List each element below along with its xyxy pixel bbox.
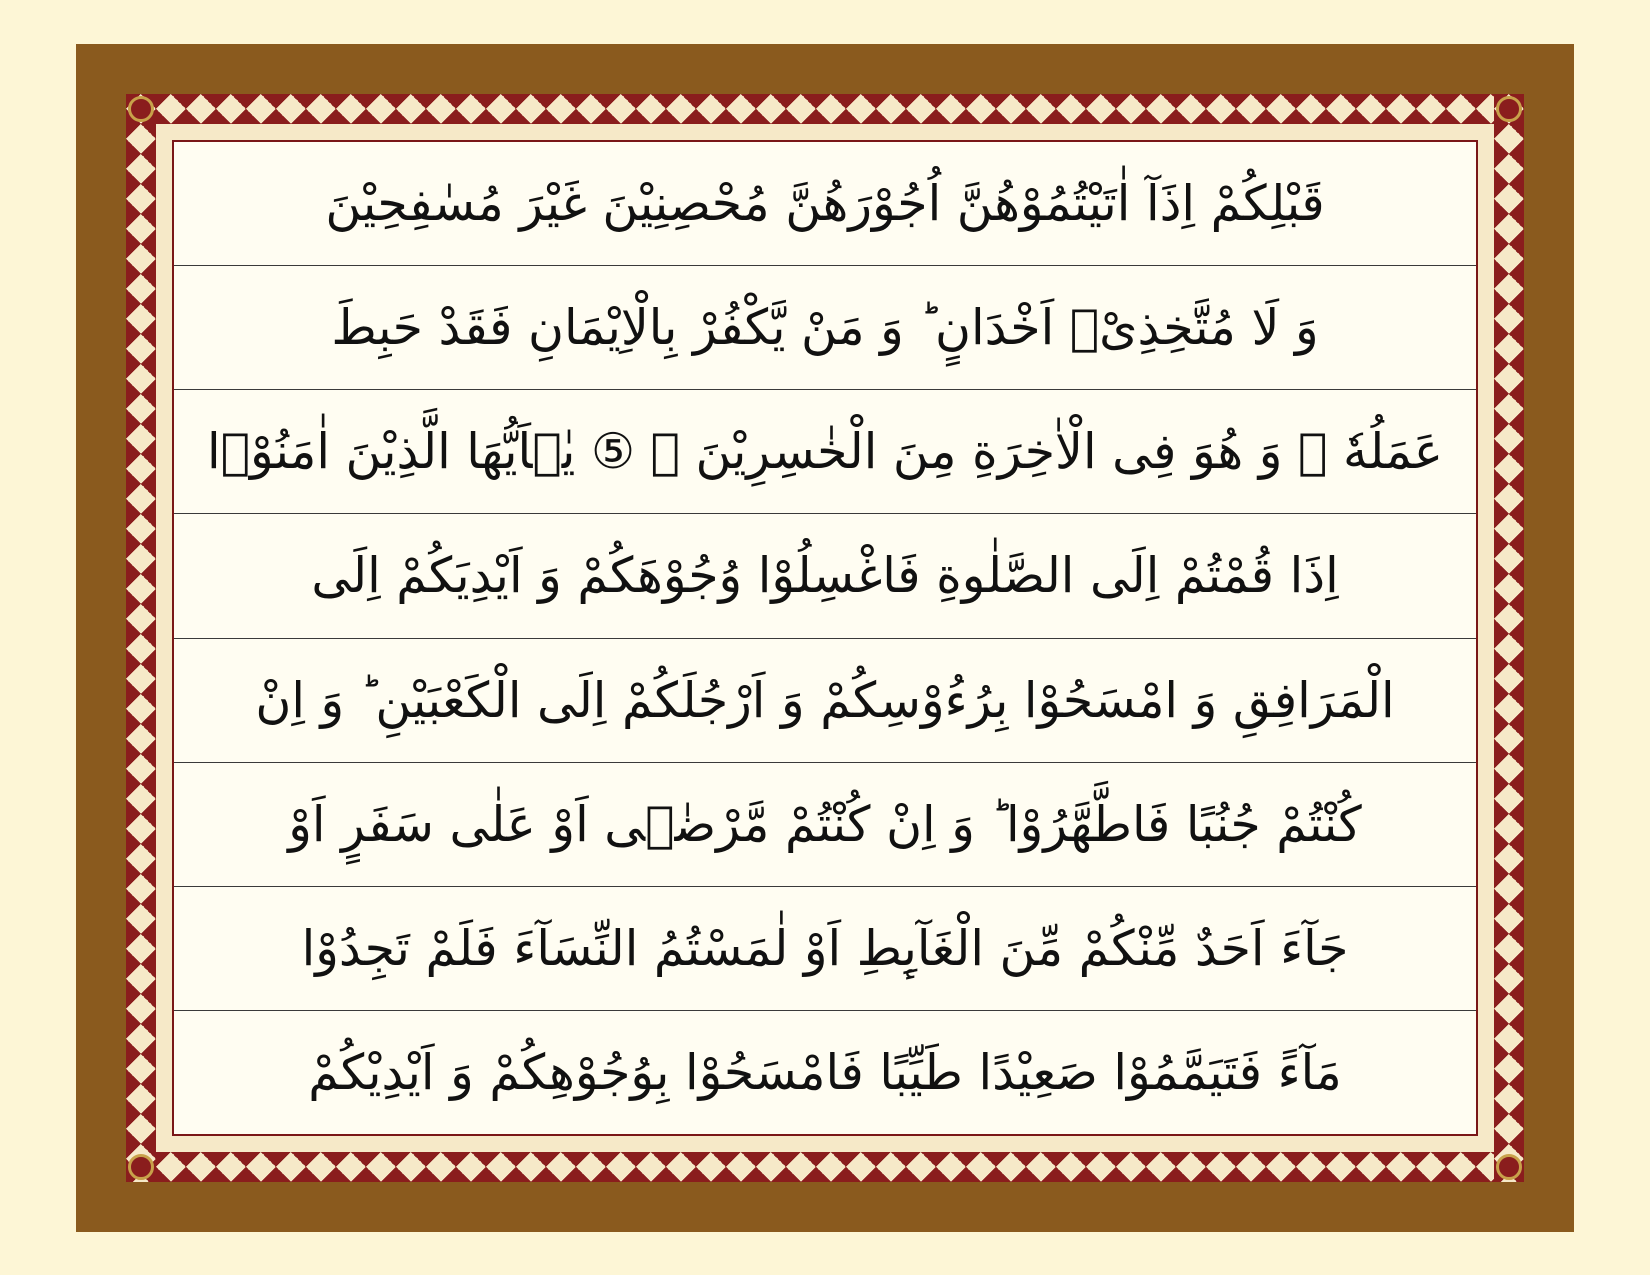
quran-line-text: مَآءً فَتَیَمَّمُوْا صَعِیْدًا طَیِّبًا فَامْسَحُوْا بِوُجُوْهِكُمْ وَ اَیْدِیْكُمْ — [308, 1043, 1342, 1101]
quran-line-text: الْمَرَافِقِ وَ امْسَحُوْا بِرُءُوْسِكُمْ وَ اَرْجُلَكُمْ اِلَی الْكَعْبَیْنِ ؕ وَ اِنْ — [255, 671, 1395, 729]
quran-line-text: جَآءَ اَحَدٌ مِّنْكُمْ مِّنَ الْغَآىِٕطِ اَوْ لٰمَسْتُمُ النِّسَآءَ فَلَمْ تَجِدُوْا — [301, 919, 1349, 977]
quran-line-text: وَ لَا مُتَّخِذِیْۤ اَخْدَانٍ ؕ وَ مَنْ یَّكْفُرْ بِالْاِیْمَانِ فَقَدْ حَبِطَ — [331, 299, 1319, 357]
corner-ornament-top-left — [128, 96, 154, 122]
quran-line — [174, 763, 1476, 887]
cream-mat — [126, 94, 1524, 1182]
corner-ornament-bottom-left — [128, 1154, 154, 1180]
quran-text-panel — [172, 140, 1478, 1136]
decorative-border-bottom — [126, 1152, 1524, 1182]
quran-line — [174, 1011, 1476, 1134]
quran-line-text: اِذَا قُمْتُمْ اِلَی الصَّلٰوةِ فَاغْسِلُوْا وُجُوْهَكُمْ وَ اَیْدِیَكُمْ اِلَی — [311, 547, 1339, 605]
quran-line-text: عَمَلُهٗ ۖ وَ هُوَ فِی الْاٰخِرَةِ مِنَ الْخٰسِرِیْنَ ۠ ⑤ یٰۤاَیُّهَا الَّذِیْنَ اٰمَنُوْۤا — [206, 423, 1444, 481]
quran-line — [174, 266, 1476, 390]
decorative-border-left — [126, 94, 156, 1182]
decorative-border-right — [1494, 94, 1524, 1182]
quran-line — [174, 639, 1476, 763]
quran-line — [174, 390, 1476, 514]
quran-line — [174, 887, 1476, 1011]
quran-line — [174, 514, 1476, 638]
quran-line — [174, 142, 1476, 266]
outer-brown-frame — [76, 44, 1574, 1232]
quran-line-text: قَبْلِكُمْ اِذَآ اٰتَیْتُمُوْهُنَّ اُجُوْرَهُنَّ مُحْصِنِیْنَ غَیْرَ مُسٰفِحِیْنَ — [325, 175, 1325, 233]
decorative-border-top — [126, 94, 1524, 124]
corner-ornament-bottom-right — [1496, 1154, 1522, 1180]
corner-ornament-top-right — [1496, 96, 1522, 122]
quran-line-text: كُنْتُمْ جُنُبًا فَاطَّهَّرُوْا ؕ وَ اِنْ كُنْتُمْ مَّرْضٰۤی اَوْ عَلٰی سَفَرٍ اَوْ — [288, 795, 1362, 853]
